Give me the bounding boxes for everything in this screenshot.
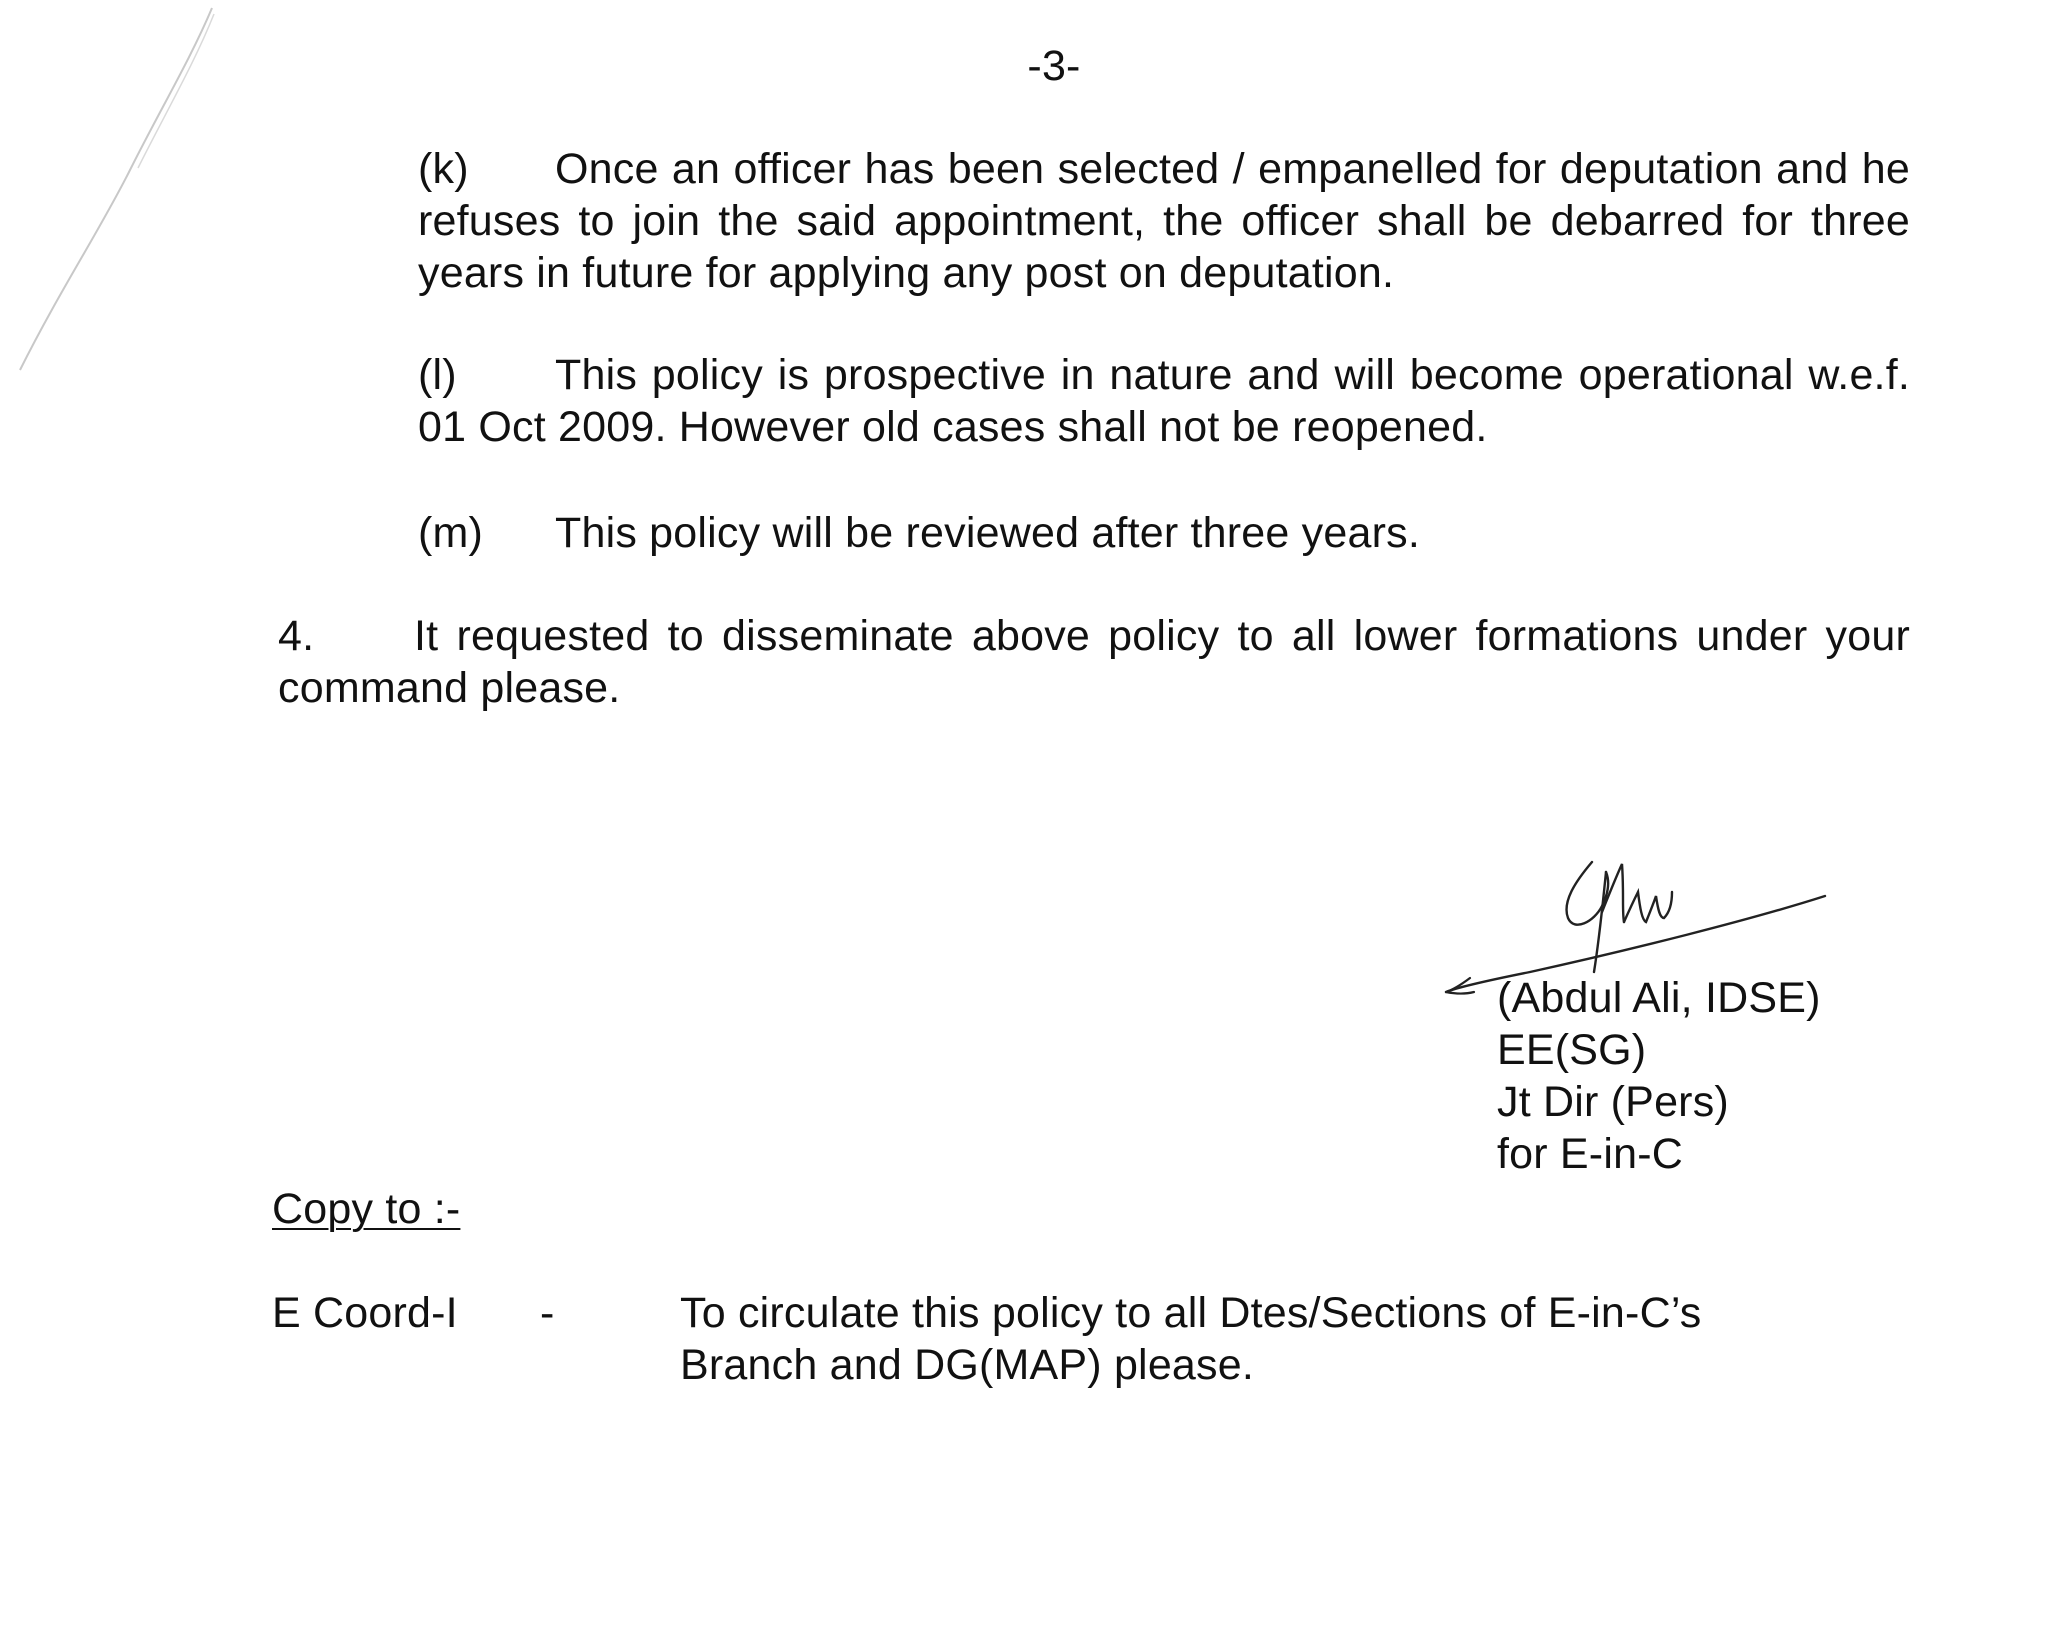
copy-to-separator: - [540,1289,555,1337]
sub-paragraph-text: This policy will be reviewed after three years. [555,509,1420,557]
signatory-grade: EE(SG) [1497,1026,1647,1074]
paragraph-label: 4. [278,612,315,660]
sub-paragraph-label: (l) [418,351,457,399]
paragraph-4 [278,610,1910,714]
sub-paragraph-text: Once an officer has been selected / empanelled for deputation and he refuses to join the said appointment, the officer shall be debarred for three years in future for applying any post on deputation. [418,145,1910,297]
signatory-name: (Abdul Ali, IDSE) [1497,974,1821,1022]
signature-block [1497,972,1937,1180]
paragraph-text: It requested to disseminate above policy to all lower formations under your command please. [278,612,1910,712]
sub-paragraph-k [418,143,1910,299]
signatory-designation: Jt Dir (Pers) [1497,1078,1729,1126]
sub-paragraph-text: This policy is prospective in nature and will become operational w.e.f. 01 Oct 2009. However old cases shall not be reopened. [418,351,1910,451]
signatory-on-behalf-of: for E-in-C [1497,1130,1683,1178]
copy-to-heading: Copy to :- [272,1185,461,1233]
sub-paragraph-label: (k) [418,145,469,193]
sub-paragraph-l [418,349,1910,453]
sub-paragraph-m [418,507,1910,559]
page-number: -3- [1027,42,1081,90]
copy-to-addressee: E Coord-I [272,1289,458,1337]
sub-paragraph-label: (m) [418,509,484,557]
copy-to-instruction: To circulate this policy to all Dtes/Sections of E-in-C’s Branch and DG(MAP) please. [680,1289,1702,1389]
